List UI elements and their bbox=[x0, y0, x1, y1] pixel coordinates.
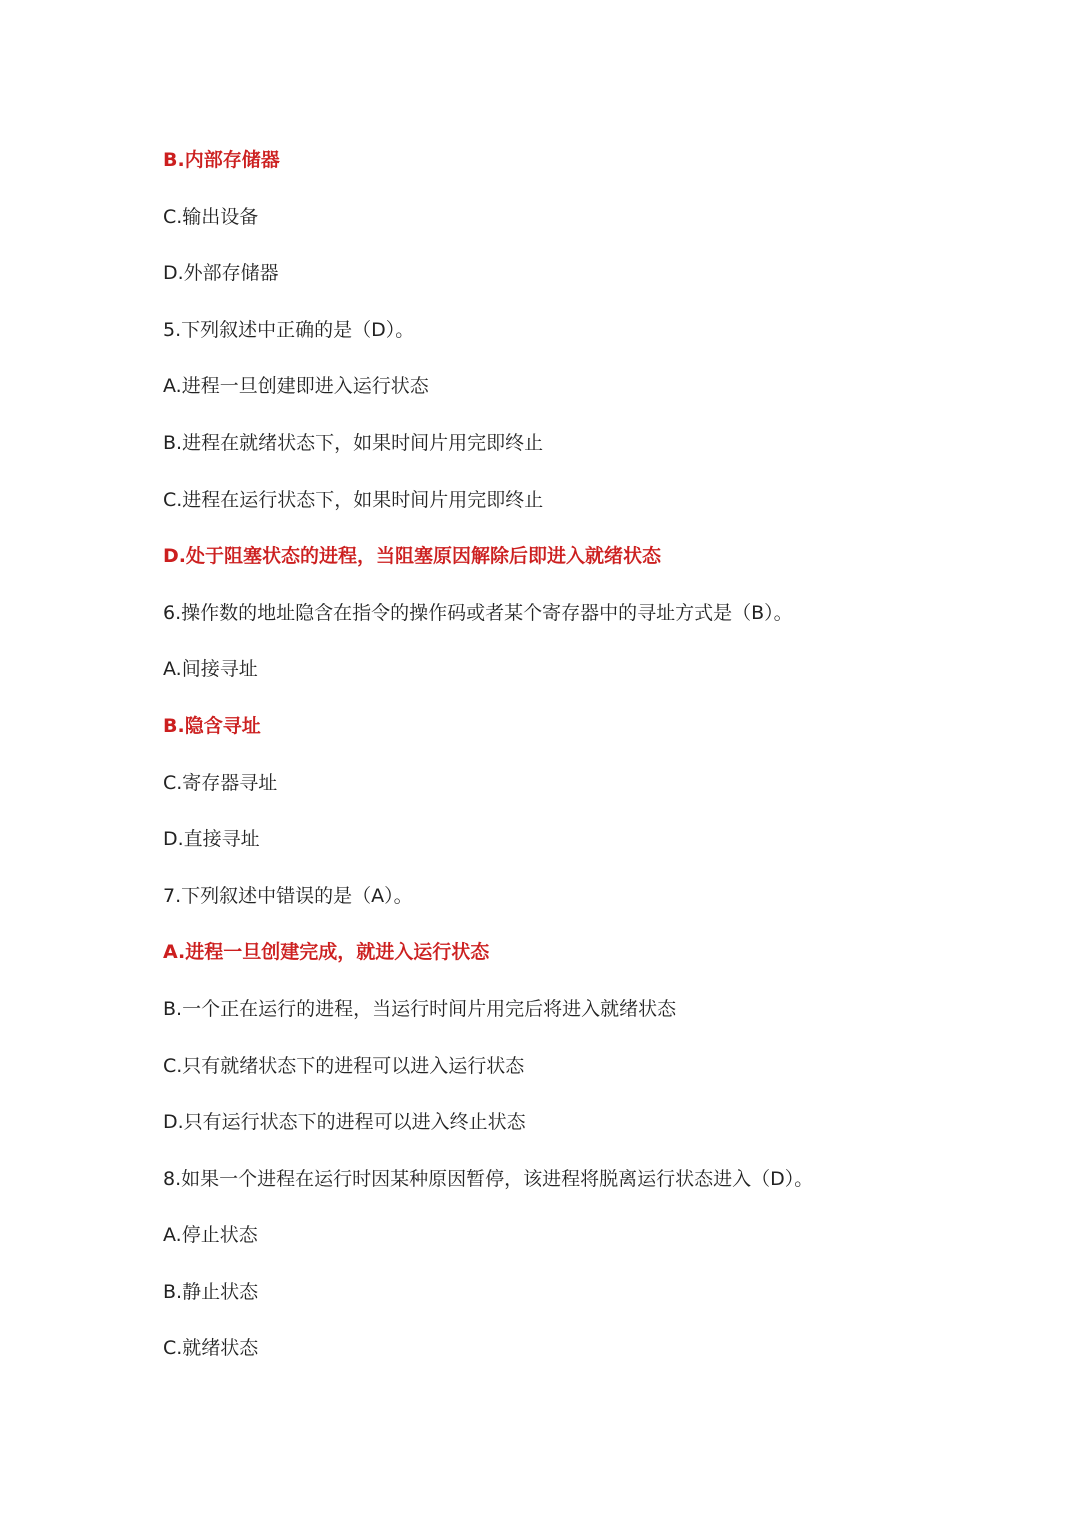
option-answer: D.处于阻塞状态的进程，当阻塞原因解除后即进入就绪状态 bbox=[163, 545, 661, 568]
option: A.进程一旦创建即进入运行状态 bbox=[163, 375, 429, 398]
question: 7.下列叙述中错误的是（A）。 bbox=[163, 884, 413, 907]
question: 8.如果一个进程在运行时因某种原因暂停，该进程将脱离运行状态进入（D）。 bbox=[163, 1167, 814, 1190]
option: A.间接寻址 bbox=[163, 658, 258, 681]
option: B.静止状态 bbox=[163, 1280, 259, 1303]
option: C.输出设备 bbox=[163, 205, 259, 228]
option: C.就绪状态 bbox=[163, 1337, 259, 1360]
option: C.寄存器寻址 bbox=[163, 771, 278, 794]
option: D.外部存储器 bbox=[163, 262, 279, 285]
option: B.进程在就绪状态下，如果时间片用完即终止 bbox=[163, 431, 544, 454]
option: C.进程在运行状态下，如果时间片用完即终止 bbox=[163, 488, 544, 511]
option: C.只有就绪状态下的进程可以进入运行状态 bbox=[163, 1054, 525, 1077]
option: A.停止状态 bbox=[163, 1224, 258, 1247]
question: 6.操作数的地址隐含在指令的操作码或者某个寄存器中的寻址方式是（B）。 bbox=[163, 601, 793, 624]
question: 5.下列叙述中正确的是（D）。 bbox=[163, 318, 415, 341]
document-page bbox=[163, 146, 1023, 1391]
option: D.直接寻址 bbox=[163, 828, 260, 851]
option: D.只有运行状态下的进程可以进入终止状态 bbox=[163, 1111, 526, 1134]
option-answer: A.进程一旦创建完成，就进入运行状态 bbox=[163, 941, 490, 964]
option: B.一个正在运行的进程，当运行时间片用完后将进入就绪状态 bbox=[163, 997, 677, 1020]
option-answer: B.内部存储器 bbox=[163, 149, 280, 171]
option-answer: B.隐含寻址 bbox=[163, 714, 261, 737]
